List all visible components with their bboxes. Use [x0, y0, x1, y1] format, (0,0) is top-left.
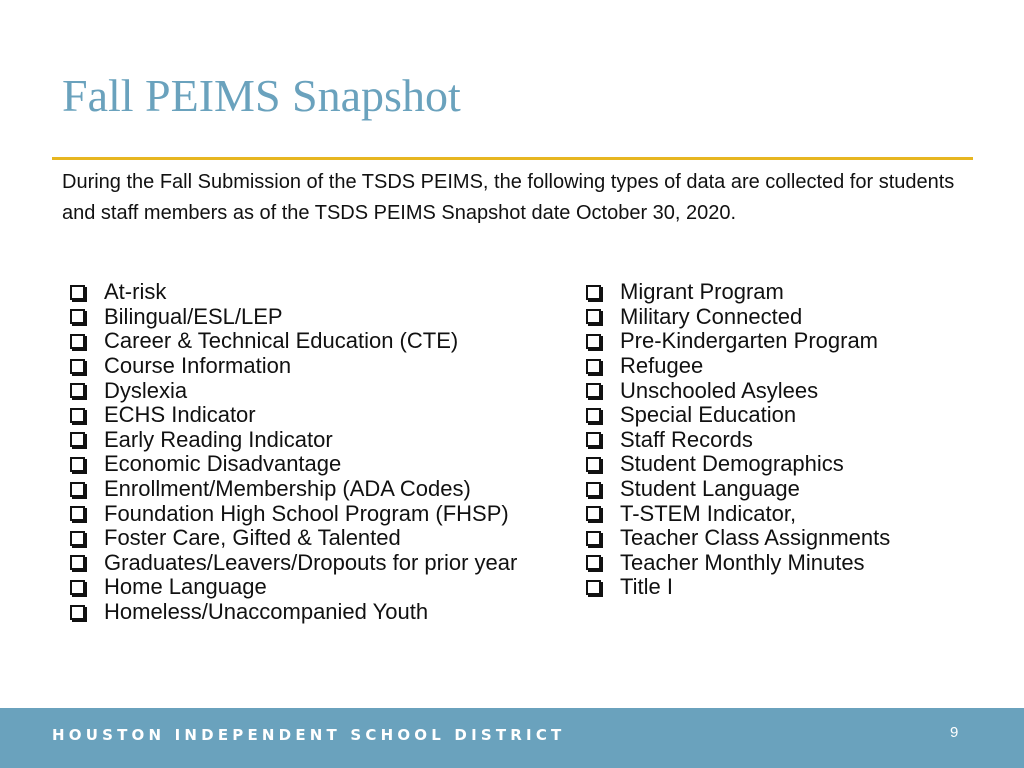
checkbox-icon [586, 359, 601, 374]
checkbox-icon [70, 605, 85, 620]
list-item [70, 477, 570, 502]
footer-organization: HOUSTON INDEPENDENT SCHOOL DISTRICT [52, 726, 566, 744]
list-item-label: Bilingual/ESL/LEP [104, 303, 283, 329]
list-item [70, 305, 570, 330]
checkbox-icon [586, 580, 601, 595]
checkbox-icon [586, 309, 601, 324]
list-item [70, 280, 570, 305]
checkbox-icon [586, 482, 601, 497]
list-item-label: Enrollment/Membership (ADA Codes) [104, 476, 471, 502]
list-item [586, 452, 1006, 477]
list-item-label: Staff Records [620, 426, 753, 452]
checkbox-icon [586, 432, 601, 447]
list-item [586, 526, 1006, 551]
intro-paragraph: During the Fall Submission of the TSDS PEIMS, the following types of data are collected for students and staff members as of the TSDS PEIMS Snapshot date October 30, 2020. [62, 171, 955, 224]
list-item-label: Career & Technical Education (CTE) [104, 328, 459, 354]
list-item [70, 354, 570, 379]
list-item [586, 501, 1006, 526]
list-item-label: Unschooled Asylees [620, 377, 819, 403]
checklist-left-column [70, 280, 570, 624]
checkbox-icon [70, 408, 85, 423]
list-item [586, 329, 1006, 354]
list-item [586, 280, 1006, 305]
checkbox-icon [70, 531, 85, 546]
list-item [70, 378, 570, 403]
list-item-label: Dyslexia [104, 377, 188, 403]
list-item-label: Home Language [104, 574, 267, 600]
checkbox-icon [70, 359, 85, 374]
list-item-label: Graduates/Leavers/Dropouts for prior year [104, 549, 518, 575]
page-number: 9 [950, 724, 959, 741]
list-item [70, 428, 570, 453]
list-item-label: Title I [620, 574, 673, 600]
list-item-label: Teacher Monthly Minutes [620, 549, 865, 575]
list-item [586, 305, 1006, 330]
list-item [586, 575, 1006, 600]
checkbox-icon [70, 285, 85, 300]
list-item-label: Military Connected [620, 303, 803, 329]
list-item-label: Refugee [620, 353, 704, 379]
list-item [70, 551, 570, 576]
list-item [70, 600, 570, 625]
checkbox-icon [586, 506, 601, 521]
checkbox-icon [586, 531, 601, 546]
checkbox-icon [70, 457, 85, 472]
checkbox-icon [70, 309, 85, 324]
list-item [586, 551, 1006, 576]
list-item-label: Teacher Class Assignments [620, 525, 891, 551]
list-item-label: T-STEM Indicator, [620, 500, 797, 526]
footer-bar [0, 708, 1024, 768]
list-item [586, 354, 1006, 379]
checkbox-icon [70, 432, 85, 447]
checkbox-icon [586, 383, 601, 398]
list-item-label: Economic Disadvantage [104, 451, 342, 477]
list-item-label: ECHS Indicator [104, 402, 256, 428]
list-item-label: Foundation High School Program (FHSP) [104, 500, 509, 526]
list-item [70, 403, 570, 428]
list-item-label: Early Reading Indicator [104, 426, 333, 452]
list-item-label: Migrant Program [620, 279, 784, 305]
title-divider [52, 157, 973, 160]
list-item [586, 428, 1006, 453]
checkbox-icon [586, 457, 601, 472]
checkbox-icon [70, 506, 85, 521]
list-item [70, 501, 570, 526]
checkbox-icon [586, 285, 601, 300]
list-item-label: Student Language [620, 476, 800, 502]
list-item-label: Foster Care, Gifted & Talented [104, 525, 401, 551]
list-item-label: Pre-Kindergarten Program [620, 328, 879, 354]
list-item [586, 403, 1006, 428]
checkbox-icon [586, 555, 601, 570]
list-item-label: At-risk [104, 279, 167, 305]
list-item [70, 452, 570, 477]
list-item-label: Course Information [104, 353, 292, 379]
checkbox-icon [586, 334, 601, 349]
list-item [70, 526, 570, 551]
checkbox-icon [70, 334, 85, 349]
list-item-label: Special Education [620, 402, 797, 428]
checkbox-icon [70, 555, 85, 570]
list-item [70, 329, 570, 354]
slide-title: Fall PEIMS Snapshot [62, 70, 461, 121]
checkbox-icon [70, 383, 85, 398]
list-item [586, 378, 1006, 403]
list-item-label: Student Demographics [620, 451, 844, 477]
list-item-label: Homeless/Unaccompanied Youth [104, 599, 429, 625]
list-item [70, 575, 570, 600]
list-item [586, 477, 1006, 502]
checkbox-icon [70, 580, 85, 595]
checklist-right-column [586, 280, 1006, 600]
checkbox-icon [586, 408, 601, 423]
checkbox-icon [70, 482, 85, 497]
